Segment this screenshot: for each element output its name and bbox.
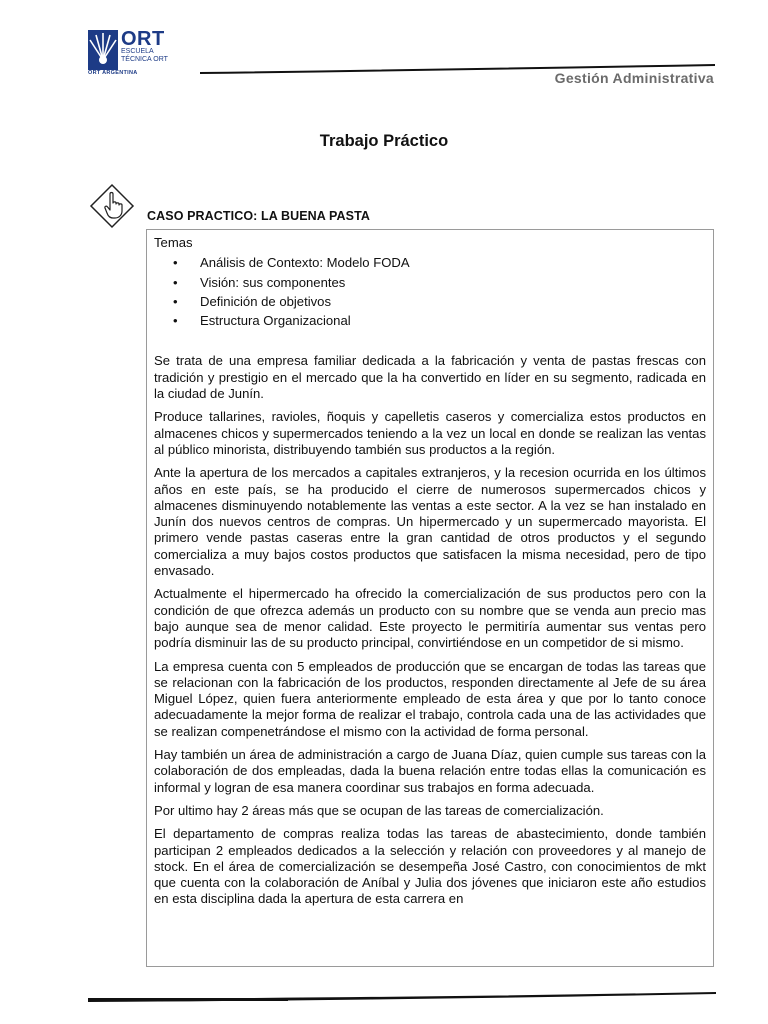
topics-list [154, 253, 706, 330]
paragraph: La empresa cuenta con 5 empleados de producción que se encargan de todas las tareas que se relacionan con la fabricación de los productos, responden directamente al Jefe de su área Miguel López, quien fuera anteriormente empleado de esta área y que por lo tanto conoce adecuadamente la mejor forma de realizar el trabajo, controla cada una de las actividades que se realizan compenetrándose el mismo con la actividad de forma personal. [154, 658, 706, 739]
bullet-icon: • [173, 293, 178, 309]
document-title: Trabajo Práctico [319, 132, 449, 150]
logo-name: ORT [121, 28, 165, 50]
paragraph: Hay también un área de administración a cargo de Juana Díaz, quien cumple sus tareas con la colaboración de dos empleadas, dada la buena relación entre todas ellas la comunicación es informal y logran de esa manera coordinar sus trabajos en forma adecuada. [154, 747, 706, 795]
topic-text: Análisis de Contexto: Modelo FODA [200, 255, 410, 271]
list-item [154, 292, 706, 311]
footer-rule [88, 988, 716, 1004]
list-item [154, 253, 706, 272]
section-title: Gestión Administrativa [554, 70, 714, 86]
ort-logo-icon [88, 30, 118, 70]
case-title: CASO PRACTICO: LA BUENA PASTA [147, 209, 371, 223]
list-item [154, 273, 706, 292]
paragraph: Por ultimo hay 2 áreas más que se ocupan de las tareas de comercialización. [154, 802, 604, 818]
paragraph: Se trata de una empresa familiar dedicada a la fabricación y venta de pastas frescas con tradición y prestigio en el mercado que la ha convertido en líder en su segmento, radicada en la ciudad de Junín. [154, 353, 706, 402]
paragraph: Ante la apertura de los mercados a capitales extranjeros, y la recesion ocurrida en los últimos años en este país, se ha producido el cierre de numerosos supermercados chicos y almacenes disminuyendo notablemente las ventas a este sector. A la vez se han instalado en Junín dos nuevos centros de compras. Un hipermercado y un supermercado mayorista. El primero vende pastas caseras entre la gran cantidad de otros productos y el segundo comercializa a muy bajos costos productos que satisfacen la misma necesidad, pero de tipo envasado. [154, 465, 706, 579]
topic-text: Visión: sus componentes [200, 274, 346, 290]
bullet-icon: • [173, 255, 178, 271]
bullet-icon: • [173, 313, 178, 329]
school-logo [88, 30, 170, 78]
logo-line-2: TÉCNICA ORT [121, 56, 168, 63]
list-item [154, 311, 706, 330]
topic-text: Estructura Organizacional [200, 313, 351, 329]
topic-text: Definición de objetivos [200, 293, 332, 309]
topics-heading: Temas [154, 235, 193, 250]
paragraph: El departamento de compras realiza todas las tareas de abastecimiento, donde también participan 2 empleados dedicados a la selección y relación con proveedores y al manejo de stock. En el área de comercialización se desempeña José Castro, con conocimientos de mkt que cuenta con la colaboración de Aníbal y Julia dos jóvenes que iniciaron este año estudios en esta disciplina dada la apertura de esta carrera en [154, 826, 706, 907]
paragraph: Produce tallarines, ravioles, ñoquis y capelletis caseros y comercializa estos productos en almacenes chicos y supermercados teniendo a la vez un local en donde se realizan las ventas al público minorista, distribuyendo también sus productos a la región. [154, 409, 706, 457]
bullet-icon: • [173, 274, 178, 290]
logo-line-1: ESCUELA [121, 48, 154, 55]
pointing-hand-icon [89, 183, 135, 229]
paragraph: Actualmente el hipermercado ha ofrecido la comercialización de sus productos pero con la condición de que ofrezca además un producto con su nombre que se venda aun precio mas bajo aunque sea de menor calidad. Este proyecto le permitiría aumentar sus ventas pero podría disminuir las de su producto principal, convirtiéndose en un competidor de si mismo. [154, 586, 706, 651]
case-content-box [146, 229, 714, 967]
logo-bottom-text: ORT ARGENTINA [88, 70, 138, 76]
